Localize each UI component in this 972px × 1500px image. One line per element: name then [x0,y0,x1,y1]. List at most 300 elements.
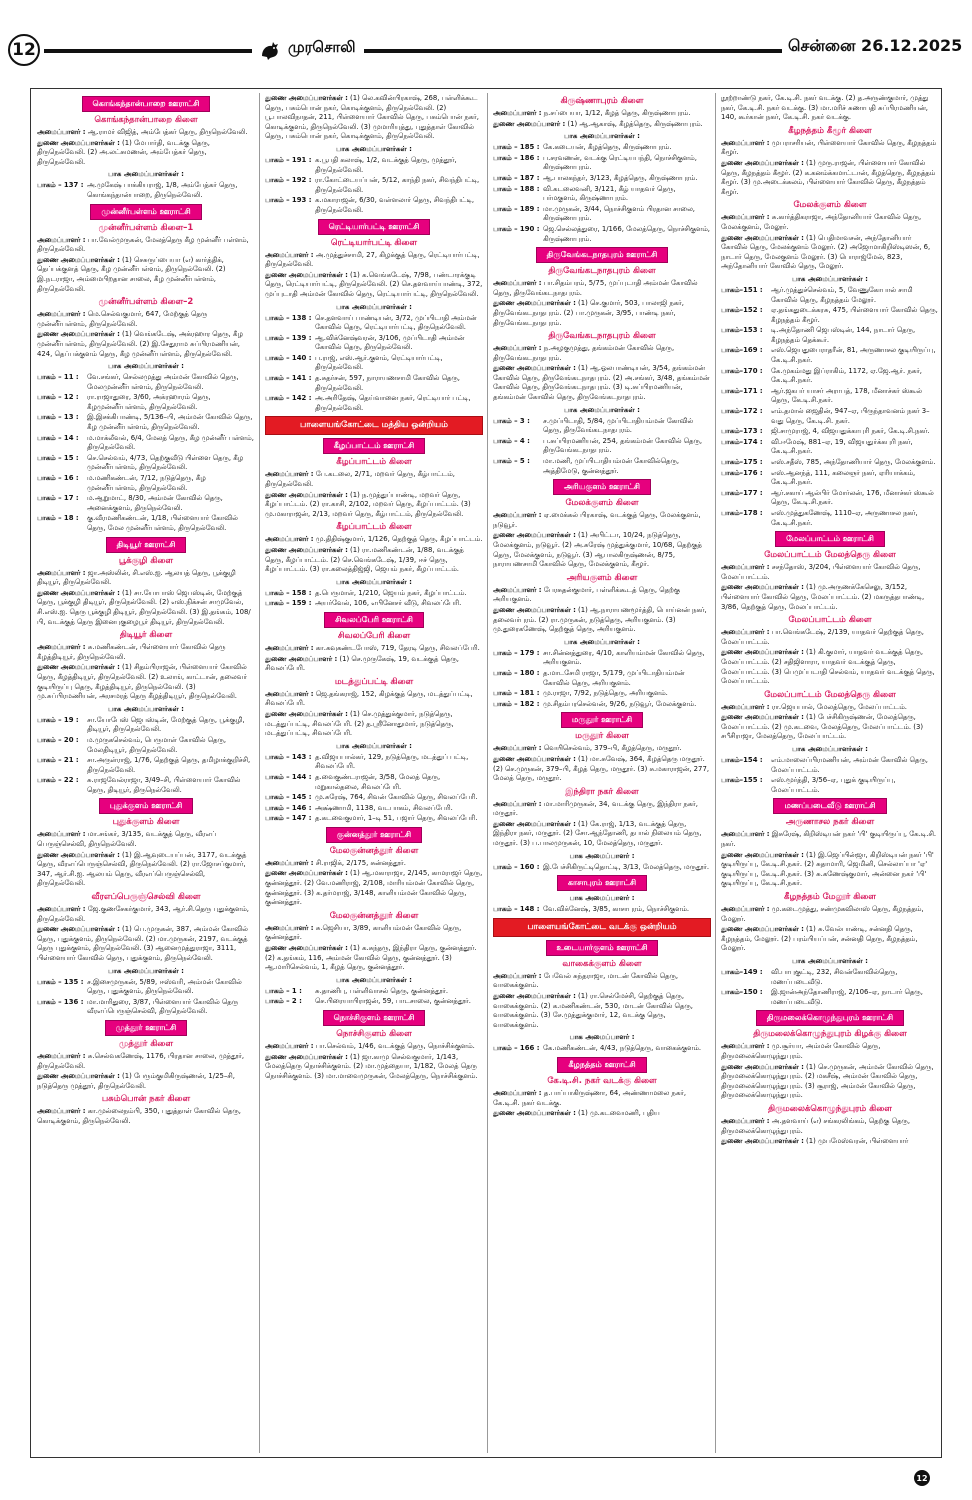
ward-number: பாகம் – 185 : [493,143,540,152]
office-bearer-entry [721,905,939,924]
footer-page-number: 12 [914,1470,930,1486]
ward-entry [721,469,939,488]
ward-member: த.மாடசேமி ராஜா, 5/179, முப்பிடாதியம்மன் கோவில் தெரு, அரியகுளம். [543,668,685,687]
subsection-heading: பாக அமைப்பாளர்கள் : [564,405,640,414]
entry-text: (1) செ.முருகன், அம்மன் கோவில் தெரு, திருமலைக்கொழுந்துபுரம். (2) மகசீஷ், அம்மன் கோவில் தெரு, திருமலைக்கொழுந்துபுரம். (3) சூராஜ், அம்மன் கோவில் தெரு, திருமலைக்கொழுந்துபுரம். [721,1062,934,1100]
ward-number: பாகம்–155 : [721,776,763,785]
ward-number: பாகம் – 137 : [37,181,84,190]
ward-number: பாகம் – 158 : [265,588,312,597]
ward-member: ஆர்.ஜகபர் யாசர் அராபத், 178, மீனாச்கர் ஸ்கூல் தெரு, கே.டி.சி.நகர். [771,386,922,405]
entry-text: (1) செ.முருகேஷ், 19, வடக்குத் தெரு, சிவலப்பேரி. [265,654,459,673]
office-bearer-entry [37,589,255,627]
subsection-heading: பாக அமைப்பாளர்கள் : [336,577,412,586]
office-bearer-entry [493,344,711,363]
office-bearer-entry [493,744,711,754]
role-label: அமைப்பாளர் : [721,1116,770,1125]
office-bearer-entry [37,905,255,924]
office-bearer-entry [493,1109,711,1119]
ward-entry [721,286,939,305]
office-bearer-entry [265,470,483,489]
entry-text: (1) சிதம்பிராஜன், பிள்ளையார் கோவில் தெரு, கீழத்திடியூர், திருநெல்வேலி. (2) உலாங், காட்டான், தலைவர் குடியிருப்பு தெரு, கீழத்திடியூர், திருநெல்வேலி. (3) மு.சுப்பிரமணியன், அரசமரத் தெரு கீழத்திடியூர், திருநெல்வேலி. [37,663,247,701]
entry-text: (1) சு.வேல்பாண்டி, சன்னதி தெரு, கீழநத்தம், மேலூர். (2) பரம்பியப்பன், சன்னதி தெரு, கீழநத்தம், மேலூர். [721,925,918,953]
subsection-heading: பாக அமைப்பாளர்கள் : [336,975,412,984]
ward-entry [265,804,483,814]
ward-number: பாகம்–154 : [721,756,763,765]
branch-heading: கிருஷ்ணாபுரம் கிளை [560,96,644,106]
role-label: அமைப்பாளர் : [37,235,86,244]
branch-heading: சிவலப்பேரி கிளை [337,630,411,641]
entry-text: (1) மேபார்தி, வடக்கு தெரு, திருநெல்வேலி. (2) அ.லட்சுமணன், அம்பேத்கர் தெரு, திருநெல்வேலி. [37,138,210,166]
role-label: துணை அமைப்பாளர்கள் : [721,850,804,859]
ward-entry [37,756,255,775]
role-label: துணை அமைப்பாளர்கள் : [265,1052,348,1061]
ward-number: பாகம்–149 : [721,967,763,976]
role-label: அமைப்பாளர் : [493,799,542,808]
role-label: அமைப்பாளர் : [265,858,314,867]
branch-heading: கீழப்பாட்டம் கிளை [336,457,412,468]
role-label: அமைப்பாளர் : [493,971,542,980]
ward-entry [265,156,483,175]
role-label: அமைப்பாளர் : [721,563,770,572]
role-label: துணை அமைப்பாளர்கள் : [265,490,348,499]
entry-text: பா.செல்வம், 1/46, வடக்குத் தெரு, நொச்சிக்குளம். [315,1042,475,1050]
ward-entry [721,968,939,987]
office-bearer-entry [493,109,711,119]
office-bearer-entry [721,159,939,197]
entry-text: (1) கே.ராஜ், 1/13, வடக்குத் தெரு, இந்திரா நகர், மருதூர். (2) சோ.ஆந்தோணி, தபால் நிலையம் தெரு, மருதூர். (3) ப.பாலமுருகன், 10, மேலத்தெரு, மருதூர். [493,819,702,848]
branch-heading: திருமலைக்கொழுந்துபுரம் கிளை [768,1103,892,1114]
ward-entry [265,599,483,609]
role-label: அமைப்பாளர் : [493,279,542,288]
entry-text: (1) செ.முத்துக்குமார், நடுத்தெரு, மடத்துப்பட்டி, சிவலப்பேரி. (2) த.ஸ்ரீனோதுமார், நடுத்தெரு, மடத்துப்பட்டி, சிவலப்பேரி. [265,709,454,738]
ward-member: ஜெ.செல்லத்துரை, 1/166, மேலத்தெரு, நொச்சிகுளம், கிருஷ்ணாபுரம். [543,224,710,243]
column-divider [715,93,716,1453]
office-bearer-entry [37,1107,255,1126]
subsection-heading: பாக அமைப்பாளர்கள் : [336,741,412,750]
ward-member: மா.மாரிதுரை, 3/87, பிள்ளையார் கோவில் தெரு வீரஎப்பெருஞ்செல்வி, திருநெல்வேலி. [87,997,239,1016]
union-heading: முன்னீர்பள்ளம் ஊராட்சி [90,204,201,220]
union-heading: திருமலைக்கொழுந்துபுரம் ஊராட்சி [756,1010,904,1026]
entry-text: மு.சூர்யா, அம்மன் கோவில் தெரு, திருமலைக்கொழுந்துபுரம். [721,1042,881,1060]
role-label: அமைப்பாளர் : [37,905,86,914]
subsection-heading: பாக அமைப்பாளர்கள் : [792,956,868,965]
ward-number: பாகம்–152 : [721,306,763,315]
office-bearer-entry [265,94,483,142]
ward-entry [265,589,483,599]
branch-heading: கே.டி.சி. நகர் வடக்கு கிளை [547,1076,657,1086]
entry-text: பா.சிதம்பரம், 5/75, முப்புடாதி அம்மன் கோவில் தெரு, திருவேங்கடநாதபுரம். [493,279,698,297]
union-heading: மேலப்பாட்டம் ஊராட்சி [775,531,885,547]
ward-number: பாகம் – 1 : [265,986,302,995]
office-bearer-entry [493,531,711,569]
office-bearer-entry [265,644,483,654]
column-4 [721,93,939,1453]
role-label: அமைப்பாளர் : [493,109,542,117]
office-bearer-entry [493,120,711,130]
role-label: அமைப்பாளர் : [493,1089,542,1097]
entry-text: (1) ரா.செல்மேச்சி, தெற்குத் தெரு, வாகைக்குளம். (2) க.மணிகண்டன், 530, மாடன் கோவில் தெரு, வாகைக்குளம். (3) சே.முத்துக்குமார், 12, வடக்கு தெரு, வாகைக்குளம். [493,992,693,1029]
ward-entry [493,649,711,668]
branch-heading: மடத்துப்பட்டி கிளை [334,676,414,687]
entry-text: நூற்றாண்டு நகர், கே.டி.சி. நகர் வடக்கு. (2) த.அருண்குமார், முத்து நகர், கே.டி.சி. நகர் வடக்கு. (3) மா.மரிச் சுணாபதி சுப்பிரமணியன், 140, கூர்கான் நகர், கே.டி.சி. நகர் வடக்கு. [721,94,929,122]
header-rule-middle [364,49,782,53]
entry-text: (1) ஆ.நாராயணமூர்த்தி, பொய்னன் நகர், தலைவர்புரம். (2) ரா.முருகன், நடுத்தெரு, அரியகுளம். (3) மு.துரைகணேஷ், தெற்குத் தெரு, அரியகுளம். [493,605,707,634]
ward-member: ச.இசைமுருகன், 5/89, ஈஸ்வரி, அம்மன் கோவில் தெரு, புதுக்குளம், திருநெல்வேலி. [87,977,242,996]
entry-text: கா.முல்லைநம்பி, 350, புதுத்தாள் கோவில் தெரு, கொடிக்குளம், திருநெல்வேலி. [37,1107,241,1125]
ward-entry [721,509,939,528]
role-label: அமைப்பாளர் : [721,138,770,147]
ward-member: சா.அருள்ராஜ், 1/76, தெற்குத் தெரு, தமிழாக்குறிச்சி, திருநெல்வேலி. [87,756,251,774]
ward-member: ப.ராஜ், எஸ்.ஆர்.குளம், ரெட்டியார்பட்டி, திருநெல்வேலி. [315,353,443,372]
column-1 [37,93,255,1453]
branch-heading: அருணாசல நகர் கிளை [785,817,875,828]
ward-number: பாகம்–171 : [721,386,763,395]
entry-text: அ.தளவாய் (எ) சங்கரலிங்கம், தெற்கு தெரு, திருமலைக்கொழுந்துபுரம். [721,1116,911,1135]
entry-text: பேரசுதன்குமார், பள்ளிக்கூடத் தெரு, தெற்கு அரியகுளம். [493,585,680,604]
entry-text: மு.கடைமுத்து, சண்முகவிலாஸ் தெரு, கீழநத்தம், மேலூர். [721,905,924,923]
entry-text: (1) பேரும்குமிகிருஷ்ணன், 1/25–சி, நடுத்தெரு முத்தூர், திருநெல்வேலி. [37,1072,235,1090]
ward-member: ப.சுப்பிரமணியன், 254, தங்கம்மன் கோவில் தெரு, திருவேங்கடநாதபுரம். [543,436,703,455]
role-label: அமைப்பாளர் : [37,643,86,652]
role-label: அமைப்பாளர் : [493,511,542,520]
role-label: துணை அமைப்பாளர்கள் : [493,299,576,308]
office-bearer-entry [265,251,483,270]
office-bearer-entry [721,713,939,742]
union-heading: கீழப்பாட்டம் ஊராட்சி [323,438,426,454]
subsection-heading: பாக அமைப்பாளர்கள் : [564,132,640,141]
ward-member: அயர்வேல், 106, எபினேசர் வீடு, சிவலப்பேரி. [315,599,462,608]
ward-number: பாகம் – 148 : [493,905,540,914]
branch-heading: முத்தூர் கிளை [118,1038,173,1049]
office-bearer-entry [37,310,255,329]
entry-text: (1) பெ.முருகன், 387, அம்மன் கோவில் தெரு, புதுக்குளம், திருநெல்வேலி. (2) மா.முருகன், 2197, வடக்குத் தெரு புதுக்குளம், திருநெல்வேலி. (3) ஆனைமுத்துராஜா, 3111, பிள்ளையார் கோவில் தெரு, புதுக்குளம், திருநெல்வேலி. [37,925,248,962]
ward-member: அ.அரிதேஷ், தெய்வானை நகர், ரெட்டியார் பட்டி, திருநெல்வேலி. [315,394,471,412]
ward-number: பாகம் – 188 : [493,184,540,193]
ward-entry [37,514,255,533]
union-heading: திடியூர் ஊராட்சி [106,537,187,553]
ward-entry [721,776,939,795]
ward-entry [37,978,255,997]
ward-member: எஸ்.ஆனந்த், 111, கலைஞர் நகர், ஏரியாக்கம், கே.டி.சி.நகர். [771,468,916,487]
ward-number: பாகம்–151 : [721,285,763,294]
office-bearer-entry [493,299,711,328]
office-bearer-entry [265,271,483,300]
ward-number: பாகம் – 13 : [37,413,79,422]
entry-text: (1) ஜா.காமு செல்வகுமார், 1/143, மேலத்தெரு நொச்சிக்குளம். (2) மா.முத்தையா, 1/182, மேலத் தெரு நொச்சிக்குளம். (3) மா.மாவைமுருகன், மேலத்தெரு, நொச்சிக்குளம். [265,1052,478,1080]
branch-heading: இந்திரா நகர் கிளை [565,786,639,797]
office-bearer-entry [493,279,711,298]
subsection-heading: பாக அமைப்பாளர்கள் : [108,170,184,179]
office-bearer-entry [493,992,711,1030]
ward-number: பாகம் – 193 : [265,196,312,205]
entry-text: (1) ரா.மணிகண்டன், 1/88, வடக்குத் தெரு, கீழப்பாட்டம். (2) செ.வெங்கடேஷ், 1/39, ஈச் தெரு, கீழப்பாட்டம். (3) ரா.கலைத்திஜ்ஜி, ஜெயம் நகர், கீழப்பாட்டம். [265,546,464,574]
office-bearer-entry [493,972,711,991]
column-divider [259,93,260,1453]
entry-text: கா.கவுகண்டபோஸ், 719, தேரடி தெரு, சிவலப்பேரி. [315,643,480,652]
role-label: துணை அமைப்பாளர்கள் : [37,663,120,672]
subsection-heading: பாக அமைப்பாளர்கள் : [336,302,412,311]
ward-entry [37,181,255,200]
ward-number: பாகம் – 142 : [265,394,312,403]
ward-member: கே.மணிகண்டன், 4/43, நடுத்தெரு, வாகைக்குளம். [543,1044,702,1053]
entry-text: பேவேல் சுந்தராஜா, மாடன் கோவில் தெரு, வாகைக்குளம். [493,971,679,990]
ward-number: பாகம் – 160 : [493,862,540,871]
ward-number: பாகம் – 17 : [37,494,79,503]
entry-text: (1) மு.கடவைமணி, புதிய [578,1109,660,1118]
ward-member: ம.முருகசெல்வம், பெருமாள் கோவில் தெரு, மேலதிடியூர், திருநெல்வேலி. [87,735,227,754]
ward-member: சு.ராஜவேல்ராஜா, 3/49–சி, பிள்ளையார் கோவில் தெரு, திடியூர், திருநெல்வேலி. [87,776,241,794]
entry-text: (1) ஆ.மகாராஜா, 2/145, காமராஜர் தெரு, குன்னத்தூர். (2) வே.மணிராஜ், 2/108, மாரியம்மன் கோவில் தெரு, குன்னத்தூர். (3) க.தர்மராஜ், 3/148, காளியம்மன் கோவில் தெரு, குன்னத்தூர். [265,869,483,907]
office-bearer-entry [37,569,255,588]
office-bearer-entry [37,663,255,701]
office-bearer-entry [721,1137,939,1147]
ward-member: சா.சின்னத்துரை, 4/10, காளியம்மன் கோவில் தெரு, அரியகுளம். [543,648,705,667]
ward-member: ஆ.பாலகந்தர், 3/123, கீழத்தெரு, கிருஷ்ணாபுரம். [543,173,698,182]
role-label: அமைப்பாளர் : [493,344,542,353]
role-label: அமைப்பாளர் : [265,535,314,544]
ward-entry [265,314,483,333]
entry-text: (1) ஆ.ஓலபாண்டியன், 3/54, தங்கம்மன் கோவில் தெரு, திருவேங்கடநாதபுரம். (2) அ.சங்கர், 3/48, தங்கம்மன் கோவில் தெரு, திருவேங்கடநாதபுரம். (3) டி.சுப்பிரமணியன், தங்கம்மன் கோவில் தெரு, திருவேங்கடநாதபுரம். [493,364,710,402]
branch-heading: வீரஎப்பெருஞ்செல்வி கிளை [91,892,201,903]
union-heading: முத்தூர் ஊராட்சி [105,1020,188,1036]
ward-number: பாகம் – 186 : [493,153,540,162]
ward-member: மா.மணி, முப்பிடாதியம்மன் கோவில்தெரு, அத்திமேடு, குன்னத்தூர். [543,457,680,475]
entry-text: ரா.ஜெயபால், மேலத்தெரு, மேலப்பாட்டம். [771,702,907,711]
role-label: துணை அமைப்பாளர்கள் : [265,869,348,878]
role-label: துணை அமைப்பாளர்கள் : [37,138,120,147]
role-label: துணை அமைப்பாளர்கள் : [37,850,120,859]
role-label: துணை அமைப்பாளர்கள் : [265,944,348,953]
ward-entry [493,437,711,456]
ward-member: டி.அந்தோணி ஜெபஸ்டின், 144, நாடார் தெரு, கீழநத்தம் தெக்கூர். [771,326,916,344]
entry-text: ஏ.மைக்கல் பிரகாஷ், வடக்குத் தெரு, மேலக்குளம், நடுவூர். [493,511,701,529]
role-label: அமைப்பாளர் : [493,744,542,753]
branch-heading: கொங்கந்தான்பாறை கிளை [94,115,198,125]
ward-entry [493,700,711,710]
office-bearer-entry [37,643,255,662]
ward-number: பாகம் – 189 : [493,204,540,213]
ward-member: வி.ஈமேஷ், 881–ஏ, 19, விஜயதுர்க்கபுரி நகர், கே.டி.சி.நகர். [771,437,913,456]
ward-number: பாகம் – 144 : [265,772,312,781]
office-bearer-entry [721,1117,939,1136]
entry-text: சு.மணிகண்டன், பிள்ளையார் கோவில் தெரு கீழத்திடியூர், திருநெல்வேலி. [37,643,226,661]
ward-number: பாகம் – 191 : [265,155,312,164]
branch-heading: முன்னீர்பள்ளம் கிளை–2 [98,297,194,308]
ward-number: பாகம் – 166 : [493,1044,540,1053]
column-2 [265,93,483,1453]
union-heading: அரியகுளம் ஊராட்சி [553,479,651,495]
ward-number: பாகம் – 19 : [37,715,79,724]
office-bearer-entry [265,491,483,520]
office-bearer-entry [37,1052,255,1071]
ward-member: த.பெருமாள், 1/210, ஜெயம் நகர், கீழப்பாட்டம். [315,588,467,597]
ward-number: பாகம் – 20 : [37,735,79,744]
ward-member: எம்.மாலைப்பிரமணியன், அம்மன் கோவில் தெரு, மேலப்பாட்டம். [771,756,928,774]
ward-number: பாகம்–174 : [721,437,763,446]
ward-entry [265,793,483,803]
ward-number: பாகம் – 4 : [493,436,530,445]
ward-entry [493,457,711,476]
office-bearer-entry [37,139,255,168]
ward-member: எஸ்.சதீஸ், 785, அந்தோணியார் தெரு, மேலக்குளம். [771,458,936,466]
entry-text: வெயிசெல்வம், 379–பி, கீழத்தெரு, மருதூர். [543,744,682,753]
ward-member: அக்ஷ்ணாமி, 1138, வடபாகம், சிவலப்பேரி. [315,803,453,812]
ward-number: பாகம்–173 : [721,427,763,436]
ward-number: பாகம் – 15 : [37,453,79,462]
ward-member: ம.மணிகண்டன், 7/12, நடுத்தெரு, கீழ முன்னீர்பள்ளம், திருநெல்வேலி. [87,474,206,492]
role-label: துணை அமைப்பாளர்கள் : [493,819,576,828]
role-label: துணை அமைப்பாளர்கள் : [493,364,576,373]
office-bearer-entry [721,234,939,272]
role-label: துணை அமைப்பாளர்கள் : [37,588,120,597]
branch-heading: மேலப்பாட்டம் கிளை [788,615,872,626]
ward-number: பாகம் – 135 : [37,977,84,986]
ward-number: பாகம் – 22 : [37,776,79,785]
union-heading: கீழநத்தம் ஊராட்சி [557,1057,646,1073]
entry-text: ஜெ.தங்கராஜ், 152, கிழக்குத் தெரு, மடத்துப்பட்டி, சிவலப்பேரி. [265,689,473,708]
ward-number: பாகம்–177 : [721,488,763,497]
ward-entry [721,489,939,508]
role-label: துணை அமைப்பாளர்கள் : [721,233,804,242]
office-bearer-entry [37,925,255,963]
entry-text: (1) பெதிமாவசன், அந்தோனியார் கோவில் தெரு, மேலக்குளம் மேலூர். (2) அஜோமாகிறிஸ்டிஸன், 6, நாடார் தெரு, மேலகுளம் மேலூர். (3) பொராஜ்மேல், 823, அந்தோனியார் கோவில் தெரு, மேலூர். [721,233,931,271]
branch-heading: நொச்சிகுளம் கிளை [336,1029,412,1039]
ward-member: க.மகாராஜன், 6/30, வள்ளலார் தெரு, சிவந்திபட்டி, திருநெல்வேலி. [315,196,475,214]
office-bearer-entry [721,703,939,713]
branch-heading: கீழநத்தம் கீழூர் கிளை [788,125,872,136]
subsection-heading: பாக அமைப்பாளர்கள் : [336,144,412,153]
subsection-heading: பாக அமைப்பாளர்கள் : [108,362,184,371]
ward-number: பாகம் – 11 : [37,373,79,382]
role-label: அமைப்பாளர் : [37,830,86,839]
branch-heading: மருதூர் கிளை [575,731,629,742]
ward-number: பாகம்–176 : [721,468,763,477]
office-bearer-entry [265,535,483,545]
role-label: அமைப்பாளர் : [37,310,86,319]
ward-number: பாகம் – 180 : [493,668,540,677]
ward-entry [37,454,255,473]
union-block-heading: பாளையங்கோட்டை வடக்கு ஒன்றியம் [493,918,711,937]
branch-heading: பசும்பொன் நகர் கிளை [101,1094,191,1105]
role-label: அமைப்பாளர் : [37,128,86,136]
union-heading: சிவலப்பேரி ஊராட்சி [324,612,424,628]
ward-number: பாகம் – 190 : [493,224,540,233]
ward-member: ஆர்.சகாய் ஆல்பிர் மோர்லன், 176, மீனாச்கர் ஸ்கூல் தெரு, கே.டி.சி.நகர். [771,488,934,507]
ward-entry [493,225,711,244]
union-heading: திருவேங்கடநாதபுரம் ஊராட்சி [536,247,669,263]
ward-member: ஜி.சாமுராஜ், 4, விஜயதுக்காபுரி நகர், கே.டி.சி.நகர். [771,427,930,436]
ward-number: பாகம் – 2 : [265,997,302,1006]
role-label: அமைப்பாளர் : [37,568,86,577]
union-heading: மணப்படைவீடு ஊராட்சி [773,798,886,814]
entry-text: (1) பேச்சிகிருஷ்ணன், மேலத்தெரு, மேலப்பாட்டம். (2) மு.கடவை, மேலத்தெரு, மேலப்பாட்டம். (3) சபீசிராஜா, மேலத்தெரு, மேலப்பாட்டம். [721,713,924,741]
office-bearer-entry [493,364,711,402]
ward-member: எஸ்.ஜெயதுபைராதரீன், 81, அருணாசல குடியிருப்பு, கே.டி.சி.நகர். [771,346,936,365]
branch-heading: புதுக்குளம் கிளை [112,817,180,828]
role-label: துணை அமைப்பாளர்கள் : [493,531,576,540]
ward-number: பாகம்–170 : [721,366,763,375]
role-label: அமைப்பாளர் : [265,923,314,932]
ward-entry [493,174,711,184]
role-label: துணை அமைப்பாளர்கள் : [721,158,804,167]
office-bearer-entry [721,213,939,232]
role-label: துணை அமைப்பாளர்கள் : [265,94,348,102]
subsection-heading: பாக அமைப்பாளர்கள் : [108,704,184,713]
branch-heading: மேலக்குளம் கிளை [793,200,867,211]
ward-number: பாகம் – 138 : [265,313,312,322]
ward-member: த.கடவைகுமார், 1–டி 51, பஜார் தெரு, சிவலப்பேரி. [315,814,478,823]
ward-entry [37,776,255,795]
ward-member: எஸ்.முத்துகணேஷ், 1110–ஏ, அருணாசல நகர், கே.டி.சி.நகர். [771,508,918,527]
role-label: துணை அமைப்பாளர்கள் : [493,992,576,1001]
ward-member: ம.ஆறுமாட், 8/30, அம்மன் கோவில் தெரு, அனைக்குளம், திருநெல்வேலி. [87,494,223,512]
office-bearer-entry [493,1089,711,1108]
ward-member: இ.இசக்கிபாண்டி, 5/136–பி, அம்மன் கோவில் தெரு, கீழ முன்னீர்பள்ளம், திருநெல்வேலி. [87,413,253,432]
role-label: துணை அமைப்பாளர்கள் : [493,1109,576,1118]
ward-member: ச.முப்பிடாதி, 5/84, முப்பிடாதியம்மன் கோவில் தெரு, திருவேங்கடநாதபுரம். [543,416,694,435]
ward-entry [493,863,711,873]
entry-text: (1) மா.சுவேஷ், 364, கீழத்தெரு மருதூர். (2) செ.முருகன், 379–பி, கீழத் தெரு, மருதூர். (3) சு.மகாராஜன், 277, மேலத் தெரு, மருதூர். [493,754,710,783]
branch-heading: மேலகுன்னத்தூர் கிளை [329,845,419,856]
office-bearer-entry [265,546,483,575]
office-bearer-entry [721,1063,939,1101]
newspaper-name: முரசொலி [288,38,356,56]
ward-number: பாகம் – 5 : [493,457,530,466]
ward-member: மு.சிதம்பரசெல்வன், 9/26, நடுவூர், மேலக்குளம். [543,699,697,708]
branch-heading: கீழநத்தம் மேலூர் கிளை [784,892,876,902]
union-heading: குன்னத்தூர் ஊராட்சி [326,827,422,843]
entry-text: (1) லெ.கவின்பிரகாஷ், 268, பள்ளிக்கூட தெரு, பசும்பொன் நகர், கொடிக்குளம், திருநெல்வேலி. (2) பூ.பாலவிநாதன், 211, பிள்ளையார் கோவில் தெரு, பசும்பொன் நகர், கொடிக்குளம், திருநெல்வேலி. (3) முமாரியுத்து, புதுத்தாள் கோவில் தெரு, பசும்பொன் நகர், கொடிக்குளம், திருநெல்வேலி. [265,94,479,141]
office-bearer-entry [37,830,255,849]
entry-text: இசுரேஷ், கிறிஸ்டியன் நகர் 'பி' குடியிருப்பு, கே.டி.சி. நகர். [721,830,937,849]
ward-member: செ.தளவாய் பாண்டியன், 3/72, முப்பிடாதி அம்மன் கோவில் தெரு, ரெட்டியார்பட்டி, திருநெல்வேலி. [315,313,477,332]
role-label: துணை அமைப்பாளர்கள் : [721,1062,804,1071]
entry-text: (1) முரு.ராஜன், பிள்ளையார் கோவில் தெரு, கீழநத்தம் கீழூர். (2) க.கனம்க்கமாட்டான், கீழத்தெரு, கீழநத்தம் கீழூர். (3) மு.அடைக்கலம், பிள்ளையார் கோவில் தெரு, கீழநத்தம் கீழூர். [721,158,936,196]
ward-number: பாகம் – 136 : [37,997,84,1006]
rooster-logo-icon [258,38,282,62]
office-bearer-entry [37,128,255,138]
entry-text: (1) அபிட்டா, 10/24, நடுத்தெரு, மேலக்குளம், நடுவூர். (2) அ.சுரேஷ் முத்துக்குமார், 10/68, தெற்குத் தெரு, மேலக்குளம், நடுவூர். (3) ஆபாலகிருஷ்ணன், 8/75, நாராயணசாமி கோவில் தெரு, மேலக்குளம், கீழூர். [493,531,702,569]
ward-entry [37,393,255,412]
branch-heading: திருமலைக்கொழுந்துபுரம் கிழக்கு கிளை [753,1029,907,1040]
office-bearer-entry [721,94,939,123]
ward-entry [37,736,255,755]
ward-number: பாகம் – 181 : [493,689,540,698]
role-label: துணை அமைப்பாளர்கள் : [721,713,804,722]
role-label: அமைப்பாளர் : [265,470,314,479]
office-bearer-entry [721,628,939,647]
ward-number: பாகம்–150 : [721,988,763,997]
entry-text: பா.வேல்முருகன், மேலத்தெரு கீழ முன்னீர் பள்ளம், திருநெல்வேலி. [37,235,249,254]
entry-text: (1) செ.குமார், 503, பாலாஜி நகர், திருவேங்கடநாதபுரம். (2) பா.முருகன், 3/95, பாண்டி நகர், திருவேங்கடநாதபுரம். [493,299,684,327]
branch-heading: மேலகுன்னத்தூர் கிளை [329,910,419,921]
ward-member: இ.ஜான்அந்தோணிராஜ், 2/106–ஏ, நாடார் தெரு, மணப்படைவீடு. [771,988,923,1006]
ward-entry [265,176,483,195]
office-bearer-entry [265,924,483,943]
ward-number: பாகம் – 12 : [37,393,79,402]
subsection-heading: பாக அமைப்பாளர் : [569,851,635,860]
role-label: அமைப்பாளர் : [265,1042,314,1050]
ward-number: பாகம்–153 : [721,326,763,335]
entry-text: சசந்தோஸ், 3/204, பிள்ளையார் கோவில் தெரு, மேலப்பாட்டம். [721,563,921,581]
role-label: துணை அமைப்பாளர் : [265,654,338,663]
ward-entry [37,413,255,432]
role-label: துணை அமைப்பாளர்கள் : [265,546,348,554]
ward-entry [265,753,483,772]
role-label: துணை அமைப்பாளர்கள் : [493,754,576,763]
ward-member: ரா.கோட்டையப்பன், 5/12, காந்தி நகர், சிவந்திபட்டி, திருநெல்வேலி. [315,176,480,194]
entry-text: ந.அழகுமுத்து, தங்கம்மன் கோவில் தெரு, திருவேங்கடநாதபுரம். [493,344,675,362]
